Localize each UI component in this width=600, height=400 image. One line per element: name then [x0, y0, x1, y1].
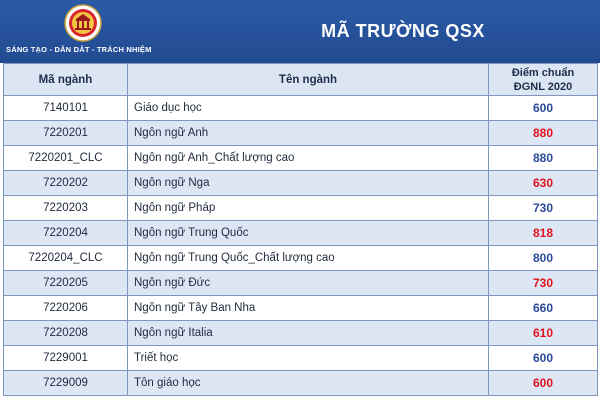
column-header-score-line2: ĐGNL 2020 — [513, 80, 573, 93]
score-cell: 880 — [489, 146, 598, 171]
score-cell: 818 — [489, 221, 598, 246]
table-row — [4, 296, 598, 321]
score-cell: 600 — [489, 346, 598, 371]
score-cell: 730 — [489, 196, 598, 221]
major-name-cell: Ngôn ngữ Trung Quốc_Chất lượng cao — [128, 246, 489, 271]
header-banner — [0, 0, 600, 63]
major-code-cell: 7220208 — [4, 321, 128, 346]
major-name-cell: Ngôn ngữ Anh — [128, 121, 489, 146]
table-row — [4, 196, 598, 221]
table-row — [4, 371, 598, 396]
column-header-name: Tên ngành — [128, 64, 489, 96]
major-code-cell: 7220201_CLC — [4, 146, 128, 171]
score-cell: 600 — [489, 371, 598, 396]
column-header-code: Mã ngành — [4, 64, 128, 96]
table-header-row — [4, 64, 598, 96]
table-row — [4, 246, 598, 271]
major-code-cell: 7220204_CLC — [4, 246, 128, 271]
motto-text: SÁNG TẠO - DẪN DẮT - TRÁCH NHIỆM — [6, 45, 152, 54]
major-name-cell: Giáo dục học — [128, 96, 489, 121]
major-code-cell: 7220206 — [4, 296, 128, 321]
major-name-cell: Ngôn ngữ Italia — [128, 321, 489, 346]
table-row — [4, 271, 598, 296]
major-code-cell: 7220201 — [4, 121, 128, 146]
table-row — [4, 121, 598, 146]
major-name-cell: Triết học — [128, 346, 489, 371]
major-name-cell: Ngôn ngữ Trung Quốc — [128, 221, 489, 246]
admission-table — [3, 63, 598, 396]
column-header-score-line1: Điểm chuẩn — [511, 66, 575, 79]
page-title: MÃ TRƯỜNG QSX — [321, 21, 485, 41]
major-code-cell: 7140101 — [4, 96, 128, 121]
table-row — [4, 221, 598, 246]
major-code-cell: 7220205 — [4, 271, 128, 296]
major-name-cell: Ngôn ngữ Nga — [128, 171, 489, 196]
score-cell: 730 — [489, 271, 598, 296]
table-body — [4, 96, 598, 396]
table-row — [4, 321, 598, 346]
major-name-cell: Tôn giáo học — [128, 371, 489, 396]
score-cell: 630 — [489, 171, 598, 196]
score-cell: 880 — [489, 121, 598, 146]
table-row — [4, 171, 598, 196]
table-row — [4, 346, 598, 371]
major-name-cell: Ngôn ngữ Anh_Chất lượng cao — [128, 146, 489, 171]
major-code-cell: 7229001 — [4, 346, 128, 371]
major-code-cell: 7220203 — [4, 196, 128, 221]
table-row — [4, 146, 598, 171]
major-name-cell: Ngôn ngữ Pháp — [128, 196, 489, 221]
score-cell: 610 — [489, 321, 598, 346]
table-row — [4, 96, 598, 121]
major-code-cell: 7229009 — [4, 371, 128, 396]
university-crest-icon — [64, 4, 102, 42]
score-cell: 660 — [489, 296, 598, 321]
major-code-cell: 7220204 — [4, 221, 128, 246]
score-cell: 600 — [489, 96, 598, 121]
column-header-score — [489, 64, 598, 96]
major-name-cell: Ngôn ngữ Đức — [128, 271, 489, 296]
major-name-cell: Ngôn ngữ Tây Ban Nha — [128, 296, 489, 321]
major-code-cell: 7220202 — [4, 171, 128, 196]
score-cell: 800 — [489, 246, 598, 271]
